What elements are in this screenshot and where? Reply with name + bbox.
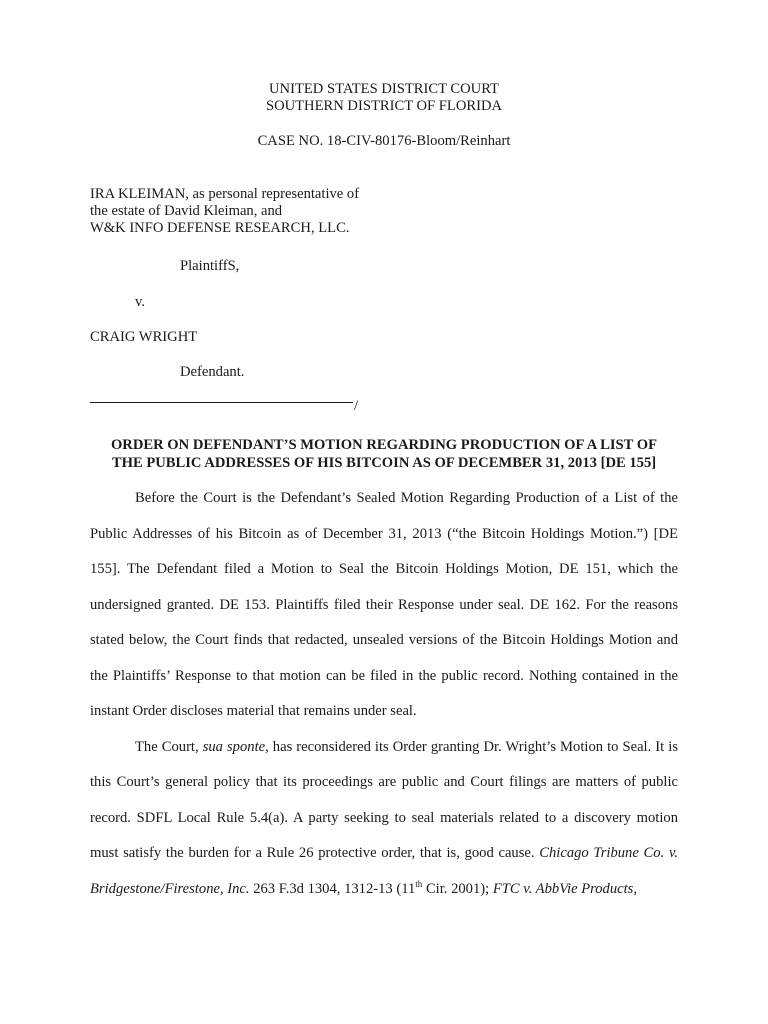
defendant-role: Defendant. — [180, 364, 245, 380]
order-title-line1: ORDER ON DEFENDANT’S MOTION REGARDING PRODUCTION OF A LIST OF — [110, 437, 658, 453]
para2-text-b: has reconsidered its Order granting Dr. Wright’s Motion to Seal. It is this Court’s general policy that its proceedings are public and Court filings are matters of public record. SDFL Local Rule 5.4(a). A party seeking to seal materials related to a discovery motion must satisfy the burden for a Rule 26 protective order, that is, good cause. — [90, 738, 678, 861]
order-title — [0, 436, 768, 472]
order-body — [90, 481, 678, 907]
court-name-line2: SOUTHERN DISTRICT OF FLORIDA — [265, 98, 503, 114]
para2-text-c: 263 F.3d 1304, 1312-13 (11 — [249, 880, 416, 897]
court-name-line1: UNITED STATES DISTRICT COURT — [269, 81, 499, 97]
plaintiff-line1: IRA KLEIMAN, as personal representative of — [90, 186, 360, 202]
paragraph-2 — [90, 730, 678, 908]
case-number: CASE NO. 18-CIV-80176-Bloom/Reinhart — [257, 133, 511, 149]
plaintiff-line3: W&K INFO DEFENSE RESEARCH, LLC. — [90, 220, 350, 236]
para2-text-a: The Court, — [135, 738, 203, 755]
ordinal-suffix: th — [415, 878, 423, 889]
case-citation-ftc-abbvie: FTC v. AbbVie Products, — [492, 880, 638, 897]
caption-divider-line — [90, 402, 353, 403]
versus: v. — [135, 294, 145, 310]
sua-sponte: sua sponte, — [202, 738, 269, 755]
order-title-line2: THE PUBLIC ADDRESSES OF HIS BITCOIN AS OF DECEMBER 31, 2013 [DE 155] — [111, 455, 657, 471]
defendant-name: CRAIG WRIGHT — [90, 329, 198, 345]
case-citation-chicago-tribune: Chicago Tribune Co. v. Bridgestone/Firestone, Inc. — [90, 845, 678, 897]
plaintiff-role: PlaintiffS, — [180, 258, 240, 274]
para2-text-d: Cir. 2001); — [422, 880, 493, 897]
plaintiff-line2: the estate of David Kleiman, and — [90, 203, 283, 219]
paragraph-1: Before the Court is the Defendant’s Sealed Motion Regarding Production of a List of the Public Addresses of his Bitcoin as of December 31, 2013 (“the Bitcoin Holdings Motion.”) [DE 155]. The Defendant filed a Motion to Seal the Bitcoin Holdings Motion, DE 151, which the undersigned granted. DE 153. Plaintiffs filed their Response under seal. DE 162. For the reasons stated below, the Court finds that redacted, unsealed versions of the Bitcoin Holdings Motion and the Plaintiffs’ Response to that motion can be filed in the public record. Nothing contained in the instant Order discloses material that remains under seal. — [90, 490, 678, 719]
caption-divider-slash: / — [354, 398, 359, 414]
